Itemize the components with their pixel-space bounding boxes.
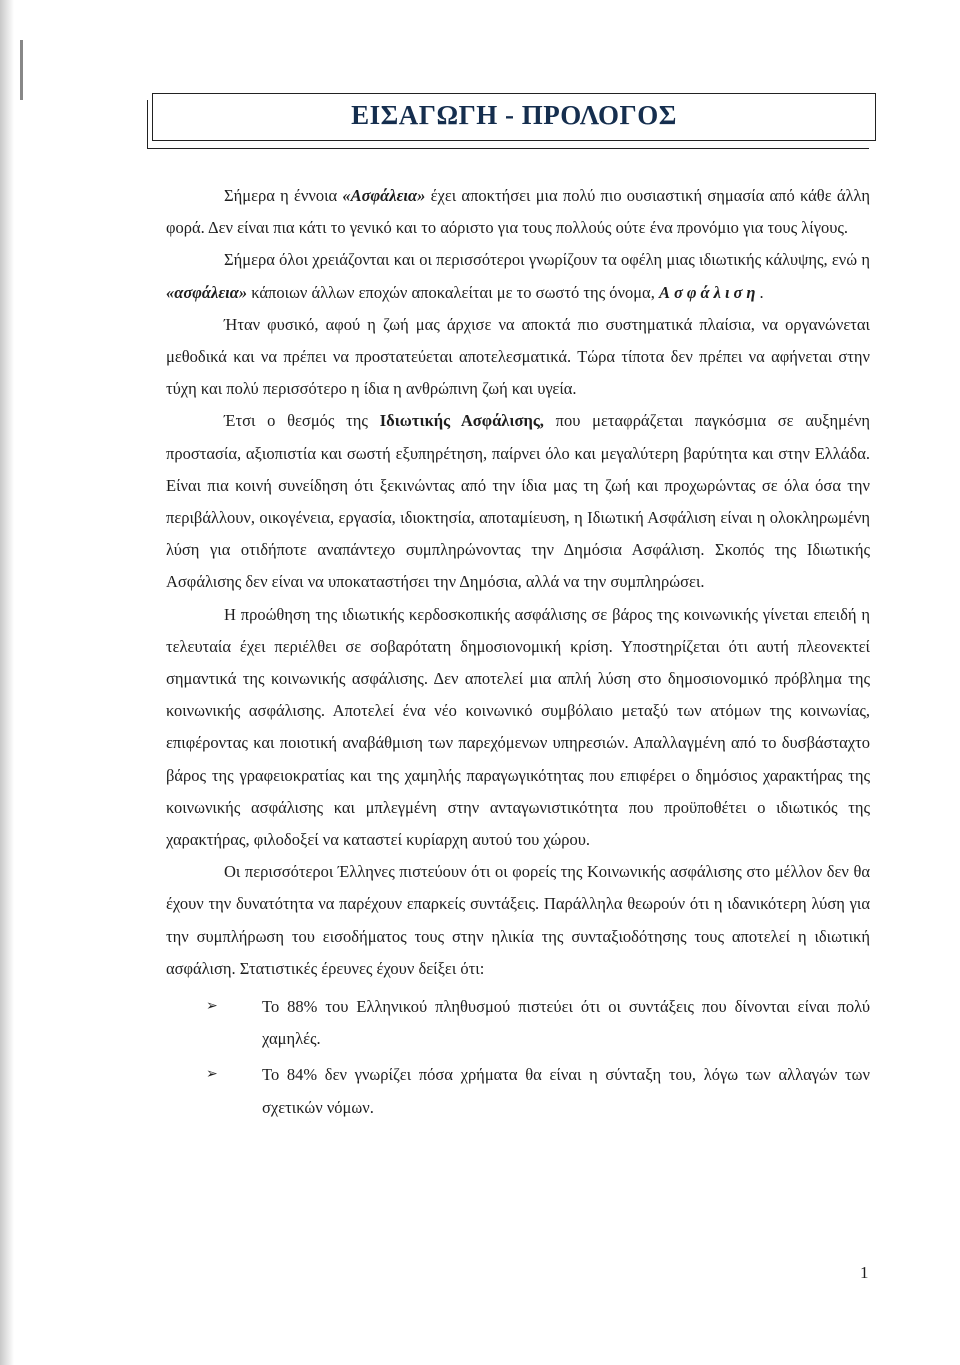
paragraph-5-text: Η προώθηση της ιδιωτικής κερδοσκοπικής ασφάλισης σε βάρος της κοινωνικής γίνεται επειδή η τελευταία έχει περιέλθει σε σοβαρότατη δημοσιονομική κρίση. Υποστηρίζεται ότι αυτή πλεονεκτεί σημαντικά της κοινωνικής ασφάλισης. Δεν αποτελεί μια απλή λύση στο δημοσιονομικό πρόβλημα της κοινωνικής ασφάλισης. Αποτελεί ένα νέο κοινωνικό συμβόλαιο μεταξύ των ατόμων της κοινωνίας, επιφέροντας και ποιοτική αναβάθμιση των παρεχόμενων υπηρεσιών. Απαλλαγμένη από το δυσβάσταχτο βάρος της γραφειοκρατίας και της χαμηλής παραγωγικότητας που επιφέρει ο δημόσιος χαρακτήρας της κοινωνικής ασφάλισης και μπλεγμένη στην ανταγωνιστικότητα που προϋποθέτει ο ιδιωτικός της χαρακτήρας, φιλοδοξεί να καταστεί κυρίαρχη αυτού του χώρου. <box>166 604 870 850</box>
paragraph-2-spaced-term: Ασφάλιση <box>658 282 760 302</box>
paragraph-2-quoted-term: «ασφάλεια» <box>166 282 248 302</box>
paragraph-1-text-b: έχει αποκτήσει μια πολύ πιο ουσιαστική σημασία από κάθε άλλη φορά. Δεν είναι πια κάτι το γενικό και το αόριστο για τους πολλούς ούτε ένα προνόμιο για τους λίγους. <box>166 186 870 238</box>
paragraph-1-quoted-term: «Ασφάλεια» <box>342 186 426 205</box>
statistics-list <box>166 991 870 1124</box>
paragraph-4-text-a: Έτσι ο θεσμός της <box>224 411 380 431</box>
document-body <box>166 180 870 1128</box>
paragraph-3-text: Ήταν φυσικό, αφού η ζωή μας άρχισε να αποκτά πιο συστηματικά πλαίσια, να οργανώνεται μεθοδικά και να πρέπει να προστατεύεται αποτελεσματικά. Τώρα τίποτα δεν πρέπει να αφήνεται στην τύχη και πολύ περισσότερο η ίδια η ανθρώπινη ζωή και υγεία. <box>166 314 870 399</box>
list-item <box>166 991 870 1055</box>
paragraph-4-bold-term: Ιδιωτικής Ασφάλισης, <box>379 411 544 431</box>
paragraph-4 <box>166 405 870 598</box>
list-item-text: Το 88% του Ελληνικού πληθυσμού πιστεύει ότι οι συντάξεις που δίνονται είναι πολύ χαμηλές. <box>262 997 870 1049</box>
paragraph-2-text-b: κάποιων άλλων εποχών αποκαλείται με το σωστό της όνομα, <box>247 282 659 302</box>
paragraph-3 <box>166 309 870 406</box>
page-title: ΕΙΣΑΓΩΓΗ - ΠΡΟΛΟΓΟΣ <box>351 100 677 130</box>
paragraph-1 <box>166 180 870 244</box>
arrow-bullet-icon: ➢ <box>206 1067 218 1083</box>
paragraph-2-text-a: Σήμερα όλοι χρειάζονται και οι περισσότεροι γνωρίζουν τα οφέλη μιας ιδιωτικής κάλυψης, ενώ η <box>224 250 870 270</box>
paragraph-6-text: Οι περισσότεροι Έλληνες πιστεύουν ότι οι φορείς της Κοινωνικής ασφάλισης στο μέλλον δεν θα έχουν την δυνατότητα να παρέχουν επαρκείς συντάξεις. Παράλληλα θεωρούν ότι η ιδανικότερη λύση για την συμπλήρωση του εισοδήματος τους στην ηλικία της συνταξιοδότησης τους αποτελεί η ιδιωτική ασφάλιση. Στατιστικές έρευνες έχουν δείξει ότι: <box>166 862 870 978</box>
paragraph-2-text-c: . <box>759 282 764 302</box>
list-item-text: Το 84% δεν γνωρίζει πόσα χρήματα θα είναι η σύνταξη του, λόγω των αλλαγών των σχετικών νόμων. <box>262 1065 870 1117</box>
scan-mark <box>20 40 23 100</box>
paragraph-1-text-a: Σήμερα η έννοια <box>224 186 343 205</box>
title-box <box>152 93 876 141</box>
scan-edge <box>0 0 14 1365</box>
arrow-bullet-icon: ➢ <box>206 999 218 1015</box>
page-number: 1 <box>860 1263 869 1282</box>
list-item <box>166 1059 870 1123</box>
paragraph-4-text-b: που μεταφράζεται παγκόσμια σε αυξημένη προστασία, αξιοπιστία και σωστή εξυπηρέτηση, παίρνει όλο και μεγαλύτερη βαρύτητα και στην Ελλάδα. Είναι πια κοινή συνείδηση ότι ξεκινώντας από την ίδια μας τη ζωή και προχωρώντας σε όλα όσα την περιβάλλουν, οικογένεια, εργασία, ιδιοκτησία, αποταμίευση, η Ιδιωτική Ασφάλιση είναι η ολοκληρωμένη λύση για οτιδήποτε αναπάντεχο συμπληρώνοντας την Δημόσια Ασφάλιση. Σκοπός της Ιδιωτικής Ασφάλισης δεν είναι να υποκαταστήσει την Δημόσια, αλλά να την συμπληρώσει. <box>166 411 870 592</box>
paragraph-5 <box>166 599 870 857</box>
paragraph-6 <box>166 856 870 985</box>
paragraph-2 <box>166 244 870 308</box>
